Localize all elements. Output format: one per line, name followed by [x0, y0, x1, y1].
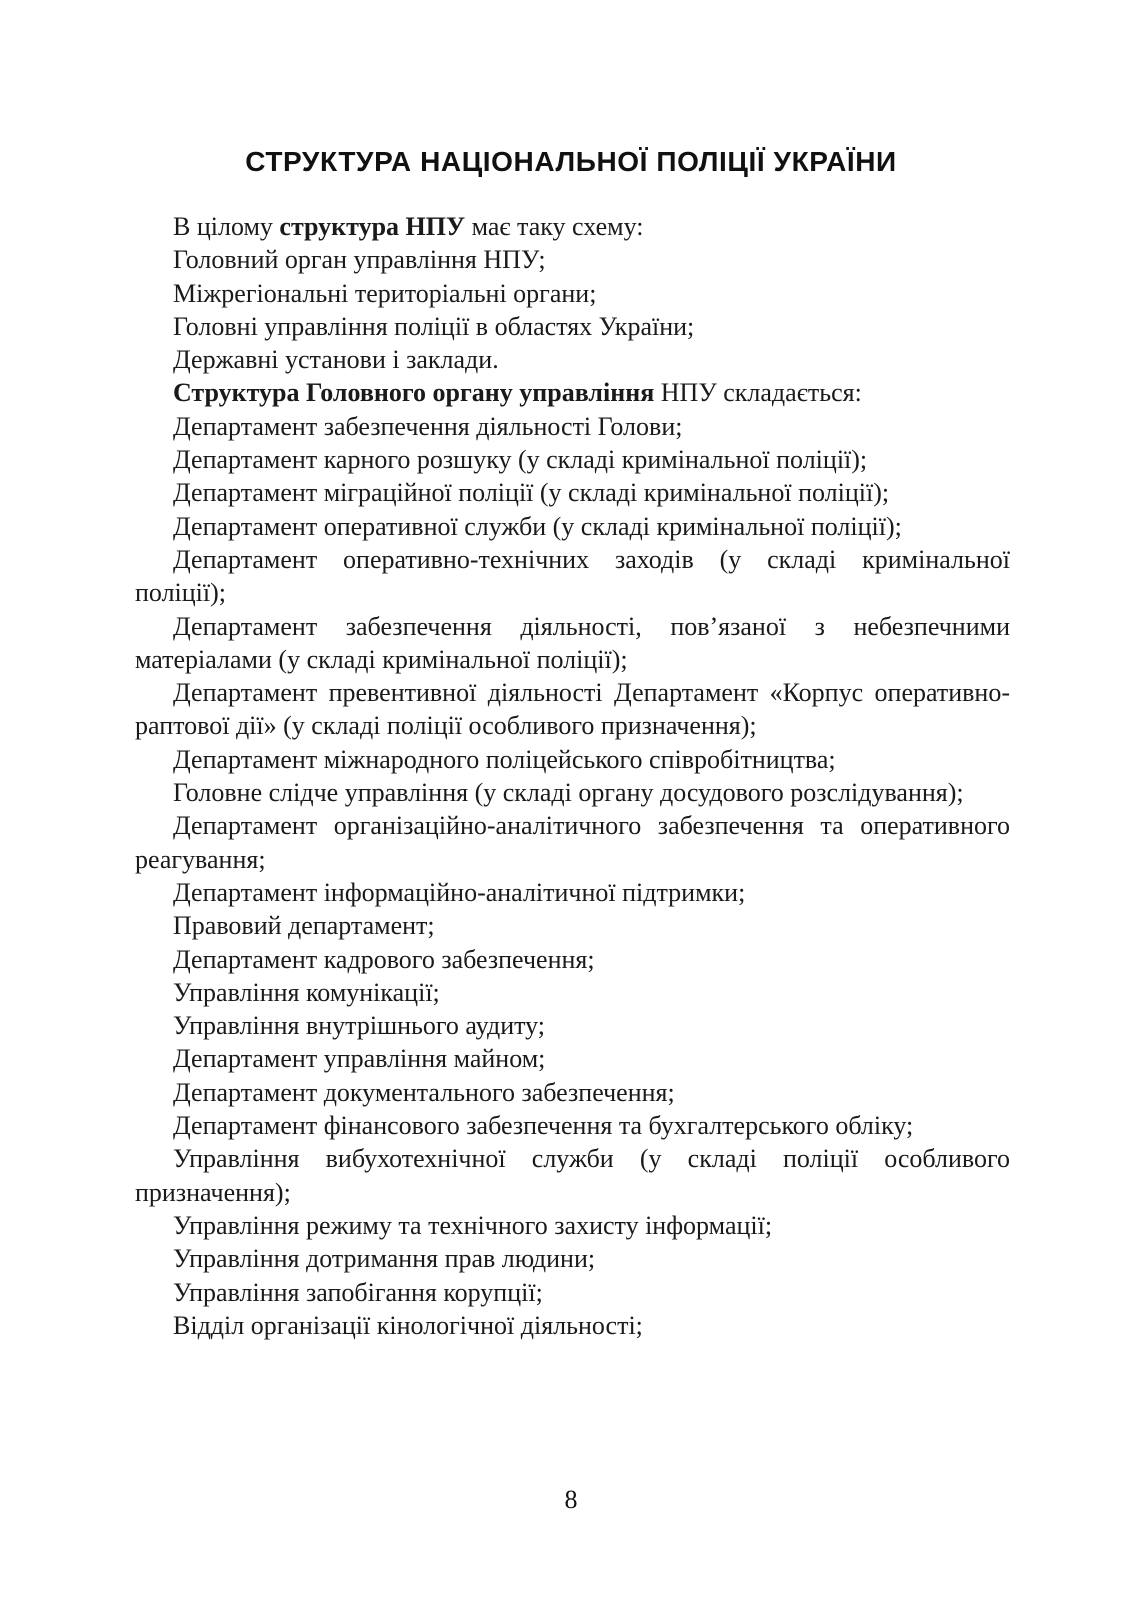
- paragraph: [135, 776, 1010, 809]
- paragraph: [135, 743, 1010, 776]
- text-run: Департамент забезпечення діяльності, пов’язаної з небезпечними матеріалами (у складі кримінальної поліції);: [135, 611, 1010, 674]
- page-number: 8: [564, 1485, 578, 1514]
- text-run: Відділ організації кінологічної діяльності;: [173, 1310, 643, 1340]
- paragraph: [135, 410, 1010, 443]
- text-run: Департамент забезпечення діяльності Голови;: [173, 411, 683, 441]
- text-run: Департамент фінансового забезпечення та бухгалтерського обліку;: [173, 1111, 914, 1141]
- paragraph: [135, 510, 1010, 543]
- paragraph: [135, 909, 1010, 942]
- paragraph: [135, 809, 1010, 876]
- text-run: Управління вибухотехнічної служби (у складі поліції особливого призначення);: [135, 1144, 1010, 1207]
- text-run: Департамент міжнародного поліцейського співробітництва;: [173, 744, 836, 774]
- paragraph: [135, 676, 1010, 743]
- paragraph: [135, 476, 1010, 509]
- text-run: Управління внутрішнього аудиту;: [173, 1011, 546, 1041]
- paragraph: [135, 1209, 1010, 1242]
- text-run: Департамент управління майном;: [173, 1044, 546, 1074]
- text-run: Департамент оперативно-технічних заходів (у складі кримінальної поліції);: [135, 544, 1010, 608]
- paragraph: [135, 210, 1010, 243]
- paragraph: [135, 943, 1010, 976]
- text-run: Міжрегіональні територіальні органи;: [173, 278, 597, 308]
- bold-text-run: Структура Головного органу управління: [173, 378, 655, 408]
- text-run: Державні установи і заклади.: [173, 345, 499, 375]
- text-run: В цілому: [173, 212, 280, 241]
- paragraph: [135, 543, 1010, 610]
- text-run: Головне слідче управління (у складі органу досудового розслідування);: [173, 778, 964, 808]
- text-run: Департамент карного розшуку (у складі кримінальної поліції);: [173, 445, 868, 475]
- paragraph: [135, 277, 1010, 310]
- paragraph: [135, 1109, 1010, 1142]
- text-run: має таку схему:: [465, 212, 644, 241]
- paragraph: [135, 1276, 1010, 1309]
- bold-text-run: структура НПУ: [279, 212, 466, 241]
- paragraph: [135, 343, 1010, 376]
- paragraph: [135, 443, 1010, 476]
- text-run: Департамент міграційної поліції (у складі кримінальної поліції);: [173, 478, 890, 508]
- text-run: Департамент інформаційно-аналітичної підтримки;: [173, 877, 746, 907]
- text-run: Управління дотримання прав людини;: [173, 1244, 596, 1274]
- text-run: Департамент організаційно-аналітичного забезпечення та оперативного реагування;: [135, 811, 1010, 874]
- paragraph: [135, 1009, 1010, 1042]
- text-run: Правовий департамент;: [173, 911, 435, 941]
- paragraph: [135, 1242, 1010, 1275]
- text-run: Департамент документального забезпечення;: [173, 1077, 675, 1107]
- paragraph: [135, 876, 1010, 909]
- paragraph: [135, 1042, 1010, 1075]
- paragraph: [135, 243, 1010, 276]
- paragraph: [135, 376, 1010, 409]
- text-run: Головні управління поліції в областях України;: [173, 311, 695, 341]
- page-title: СТРУКТУРА НАЦІОНАЛЬНОЇ ПОЛІЦІЇ УКРАЇНИ: [245, 146, 897, 177]
- text-run: Управління режиму та технічного захисту інформації;: [173, 1210, 773, 1240]
- text-run: НПУ складається:: [654, 378, 862, 408]
- text-run: Департамент превентивної діяльності Департамент «Корпус оперативно-раптової дії» (у складі поліції особливого призначення);: [135, 678, 1010, 741]
- paragraph: [135, 310, 1010, 343]
- paragraph: [135, 610, 1010, 677]
- paragraph: [135, 976, 1010, 1009]
- paragraph: [135, 1076, 1010, 1109]
- paragraph: [135, 1142, 1010, 1209]
- text-run: Головний орган управління НПУ;: [173, 245, 546, 275]
- paragraph: [135, 1309, 1010, 1342]
- text-run: Управління запобігання корупції;: [173, 1277, 543, 1307]
- text-run: Департамент оперативної служби (у складі кримінальної поліції);: [173, 511, 902, 541]
- text-run: Управління комунікації;: [173, 977, 440, 1007]
- text-run: Департамент кадрового забезпечення;: [173, 944, 595, 974]
- document-body: [135, 210, 1010, 1342]
